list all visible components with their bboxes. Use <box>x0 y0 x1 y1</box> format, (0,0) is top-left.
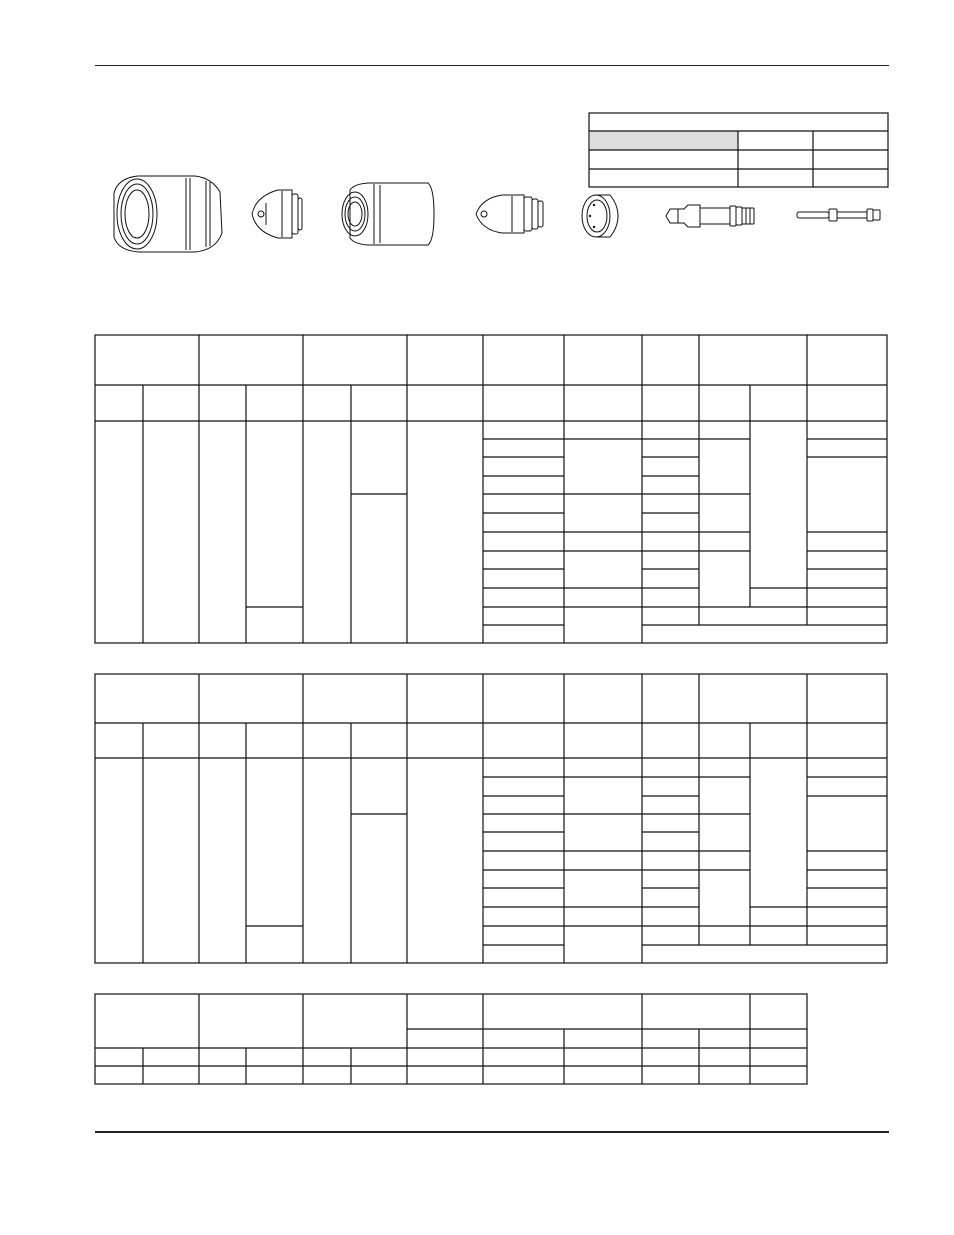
table-1 <box>95 335 887 643</box>
electrode-part-icon <box>666 205 754 227</box>
table-3 <box>95 994 807 1084</box>
swirl-ring-part-icon <box>582 195 618 237</box>
nozzle-cone-part-icon <box>252 190 302 238</box>
nozzle-part-icon <box>476 195 543 233</box>
water-tube-part-icon <box>797 209 880 221</box>
table-2 <box>95 674 887 963</box>
retaining-cap-part-icon <box>342 183 434 245</box>
legend-table <box>589 113 888 187</box>
shield-part-icon <box>114 176 222 252</box>
